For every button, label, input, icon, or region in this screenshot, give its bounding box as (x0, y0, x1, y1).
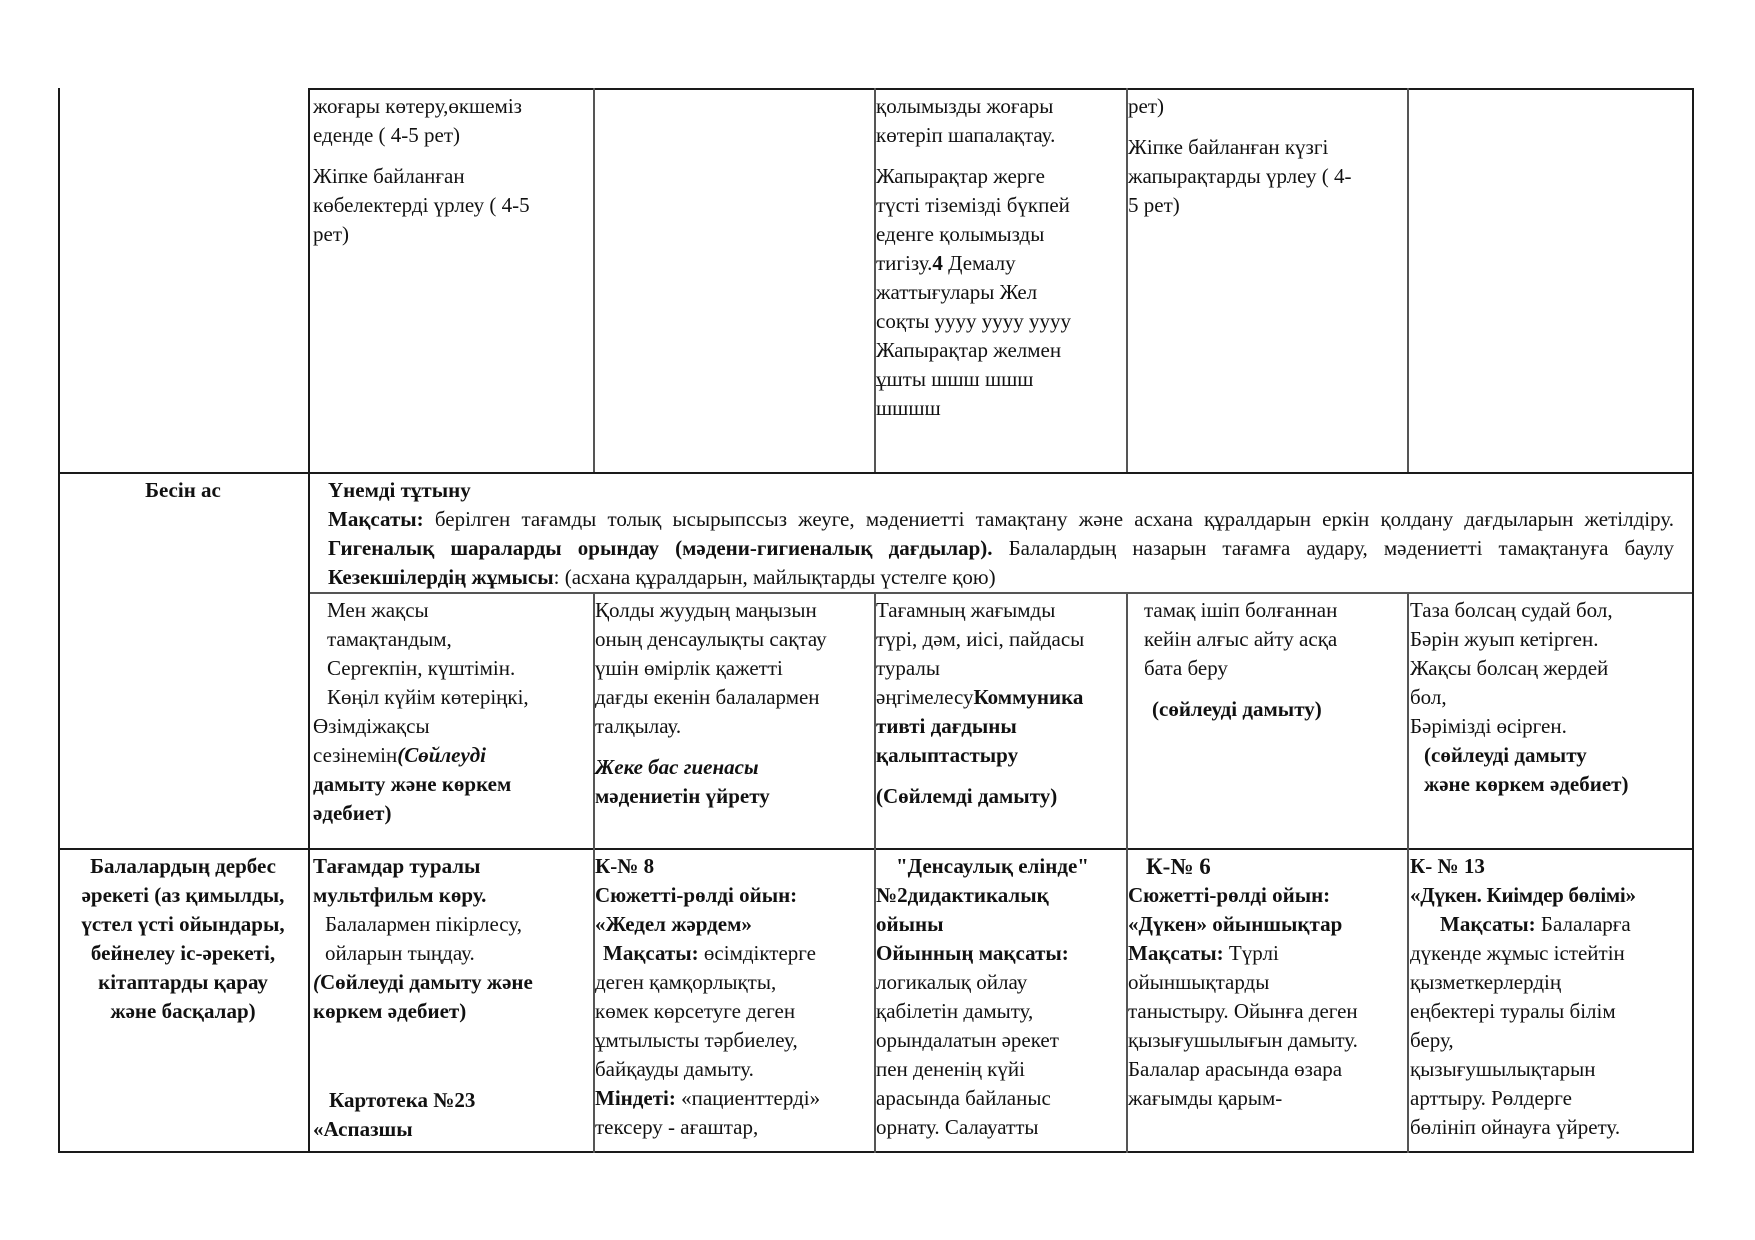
besin-col3: Тағамның жағымды түрі, дәм, иісі, пайдасы туралы әңгімелесуКоммуника тивті дағдыны қалыптастыру (Сөйлемді дамыту) (876, 598, 1085, 808)
activity-col4: К-№ 6 Сюжетті-рөлді ойын: «Дүкен» ойыншықтар Мақсаты: Түрлі ойыншықтарды таныстыру. Ойынға деген қызығушылығын дамыту. Балалар арасында өзара жағымды қарым- (1128, 854, 1358, 1110)
table-bottom-border (58, 1151, 1694, 1153)
activity-col1: Тағамдар туралы мультфильм көру. Балалармен пікірлесу, ойларын тыңдау. (Сөйлеуді дамыту және көркем әдебиет) Картотека №23 «Аспазшы (313, 854, 533, 1141)
besin-subdivider (308, 592, 1694, 594)
col-divider-4a (1407, 88, 1409, 472)
col-divider-4b (1407, 592, 1409, 1153)
activity-col2: К-№ 8 Сюжетті-рөлді ойын: «Жедел жәрдем» Мақсаты: өсімдіктерге деген қамқорлықты, көмек көрсетуге деген ұмтылысты тәрбиелеу, байқауды дамыту. Міндеті: «пациенттерді» тексеру - ағаштар, (595, 854, 821, 1139)
besin-goal: Мақсаты: берілген тағамды толық ысырыпссыз жеуге, мәдениетті тамақтану және асхана құралдарын еркін қолдану дағдыларын жетілдіру. Гигеналық шараларды орындау (мәдени-гигиеналық дағдылар). Балалардың назарын тағамға аудару, мәдениетті тамақтануға баулу Кезекшілердің жұмысы: (асхана құралдарын, майлықтарды үстелге қою) (328, 507, 1674, 589)
table-right-border (1692, 88, 1694, 1153)
cont-col1: жоғары көтеру,өкшеміз еденде ( 4-5 рет) Жіпке байланған көбелектерді үрлеу ( 4-5 рет) (313, 94, 530, 246)
col-divider-1a (593, 88, 595, 472)
row-divider-2 (58, 848, 1694, 850)
table-top-border (308, 88, 1694, 90)
besin-col2: Қолды жуудың маңызын оның денсаулықты сақтау үшін өмірлік қажетті дағды екенін балалармен талқылау. Жеке бас гиенасы мәдениетін үйрету (595, 598, 827, 808)
activity-col3: "Денсаулық елінде" №2дидактикалық ойыны Ойынның мақсаты: логикалық ойлау қабілетін дамыту, орындалатын әрекет пен дененің күйі арасында байланыс орнату. Салауатты (876, 854, 1089, 1139)
activity-label: Балалардың дербес әрекеті (аз қимылды, үстел үсті ойындары, бейнелеу іс-әрекеті, кітаптарды қарау және басқалар) (81, 854, 285, 1023)
cont-col3: қолымызды жоғары көтеріп шапалақтау. Жапырақтар жерге түсті тіземізді бүкпей еденге қолымызды тигізу.4 Демалу жаттығулары Жел соқты уууу уууу уууу Жапырақтар желмен ұшты шшш шшш шшшш (876, 94, 1072, 420)
besin-heading: Үнемді тұтыну (328, 478, 471, 502)
besin-col5: Таза болсаң судай бол, Бәрін жуып кетірген. Жақсы болсаң жердей бол, Бәрімізді өсірген. (сөйлеуді дамыту және көркем әдебиет) (1410, 598, 1629, 796)
besin-col4: тамақ ішіп болғаннан кейін алғыс айту асқа бата беру (сөйлеуді дамыту) (1144, 598, 1338, 721)
besin-label: Бесін ас (145, 478, 221, 502)
besin-col1: Мен жақсы тамақтандым, Сергекпін, күштімін. Көңіл күйім көтеріңкі, Өзімдіжақсы сезінемін(Сөйлеуді дамыту және көркем әдебиет) (313, 598, 529, 825)
cont-col4: рет) Жіпке байланған күзгі жапырақтарды үрлеу ( 4- 5 рет) (1128, 94, 1352, 217)
besin-heading-block (328, 476, 1674, 592)
row-divider-1 (58, 472, 1694, 474)
activity-col5: К- № 13 «Дүкен. Киімдер бөлімі» Мақсаты: Балаларға дүкенде жұмыс істейтін қызметкерлердің еңбектері туралы білім беру, қызығушылықтарын арттыру. Рөлдерге бөлініп ойнауға үйрету. (1410, 854, 1636, 1139)
col-divider-0 (308, 88, 310, 1153)
